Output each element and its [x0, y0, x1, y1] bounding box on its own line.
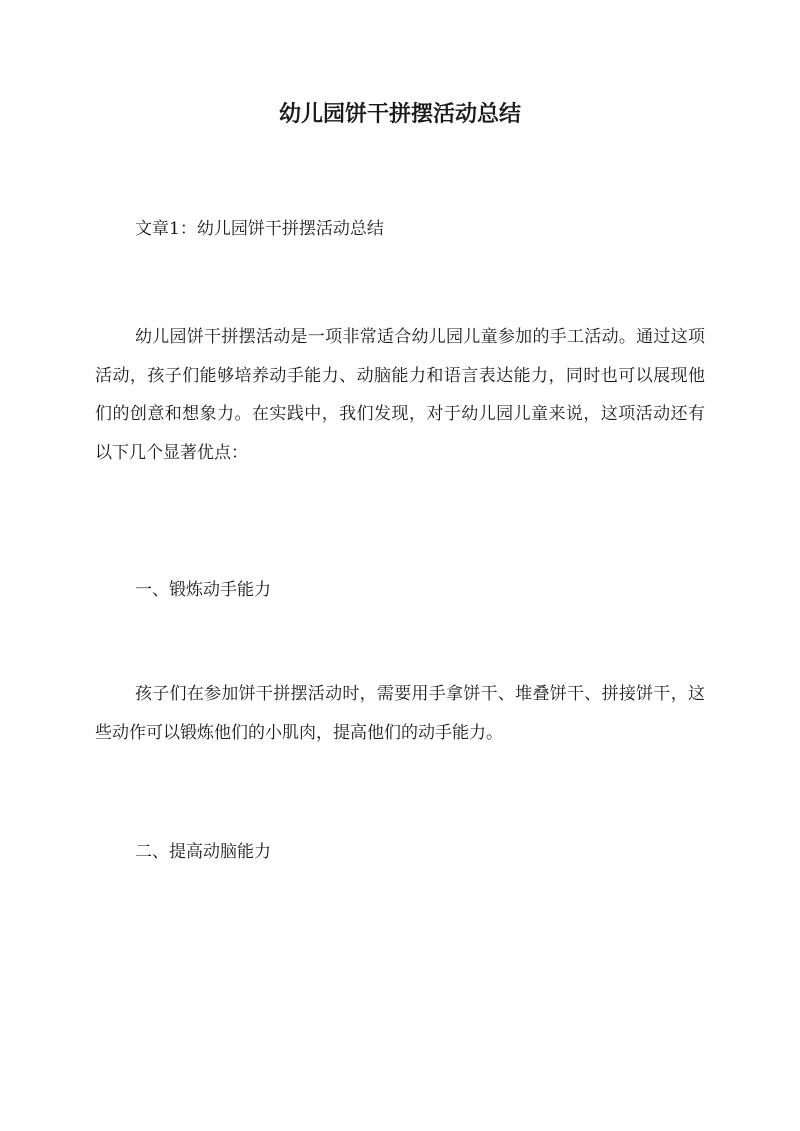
article-label: 文章1：幼儿园饼干拼摆活动总结 [135, 219, 384, 239]
section-heading-1: 一、锻炼动手能力 [135, 580, 271, 600]
section-heading-2: 二、提高动脑能力 [135, 842, 271, 862]
intro-paragraph: 幼儿园饼干拼摆活动是一项非常适合幼儿园儿童参加的手工活动。通过这项活动，孩子们能够培养动手能力、动脑能力和语言表达能力，同时也可以展现他们的创意和想象力。在实践中，我们发现，对于幼儿园儿童来说，这项活动还有以下几个显著优点： [95, 327, 705, 463]
section-body-1: 孩子们在参加饼干拼摆活动时，需要用手拿饼干、堆叠饼干、拼接饼干，这些动作可以锻炼他们的小肌肉，提高他们的动手能力。 [95, 684, 705, 743]
document-title: 幼儿园饼干拼摆活动总结 [278, 101, 521, 127]
